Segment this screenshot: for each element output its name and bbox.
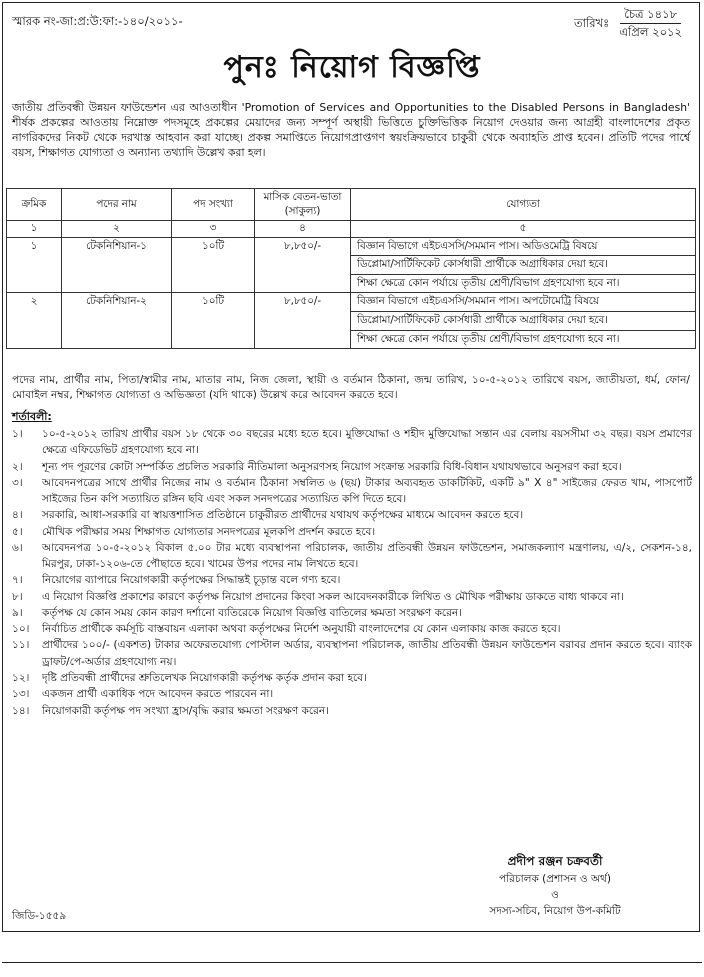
list-item: ৬। আবেদনপত্র ১০-৫-২০১২ বিকাল ৫.০০ টার মধ্যে ব্যবস্থাপনা পরিচালক, জাতীয় প্রতিবন্ধী উন্নয়ন ফাউন্ডেশন, সমাজকল্যাণ মন্ত্রণালয়, এ/২, সেকশন-১৪, মিরপুর, ঢাকা-১২০৬-তে পৌছাতে হবে। খামের উপর পদের নাম লিখতে হবে। <box>12 541 692 571</box>
date-label: তারিখঃ <box>573 16 610 31</box>
memo-number: স্মারক নং-জা:প্র:উ:ফা:-১৪০/২০১১- <box>12 14 183 28</box>
list-item: ১৩। একজন প্রার্থী একাধিক পদে আবেদন করতে পারবেন না। <box>12 688 274 701</box>
col-post: পদের নাম <box>62 189 172 221</box>
signatory-and: ও <box>551 888 559 901</box>
date-block <box>574 6 686 41</box>
row-qualification: বিজ্ঞান বিভাগে এইচএসসি/সমমান পাস। অডিওমেট্রি বিষয়ে ডিপ্লোমা/সার্টিফিকেট কোর্সধারী প্রার্থীকে অগ্রাধিকার দেয়া হবে। শিক্ষা ক্ষেত্রে কোন পর্যায়ে তৃতীয় শ্রেণী/বিভাগ গ্রহণযোগ্য হবে না। <box>351 237 696 293</box>
list-item: ৯। কর্তৃপক্ষ যে কোন সময় কোন কারণ দর্শানো ব্যতিরেকে নিয়োগ বিজ্ঞপ্তি বাতিলের ক্ষমতা সংরক্ষণ করেন। <box>12 606 462 619</box>
list-item: ৫। মৌখিক পরীক্ষার সময় শিক্ষাগত যোগ্যতার সনদপত্রের মূলকপি প্রদর্শন করতে হবে। <box>12 525 376 538</box>
list-item: ৮। এ নিয়োগ বিজ্ঞপ্তি প্রকাশের কারণে কর্তৃপক্ষ নিয়োগ প্রদানের কিংবা সকল আবেদনকারীকে লিখিত ও মৌখিক পরীক্ষায় ডাকতে বাধ্য থাকবে না। <box>12 590 624 603</box>
list-item: ১১। প্রার্থীদের ১০০/- (একশত) টাকার অফেরতযোগ্য পোস্টাল অর্ডার, ব্যবস্থাপনা পরিচালক, জাতীয় প্রতিবন্ধী উন্নয়ন ফাউন্ডেশন বরাবর প্রদান করতে হবে। ব্যাংক ড্রাফট/পে-অর্ডার গ্রহণযোগ্য নয়। <box>12 639 692 668</box>
row-post: টেকনিশিয়ান-২ <box>62 293 172 349</box>
apply-instructions: পদের নাম, প্রার্থীর নাম, পিতা/স্বামীর নাম, মাতার নাম, নিজ জেলা, স্থায়ী ও বর্তমান ঠিকানা, জন্ম তারিখ, ১০-৫-২০১২ তারিখে বয়স, জাতীয়তা, ধর্ম, ফোন/মোবাইল নম্বর, শিক্ষাগত যোগ্যতা ও অভিজ্ঞতা (যদি থাকে) উল্লেখ করে আবেদন করতে হবে। <box>12 374 690 401</box>
conditions-heading: শর্তাবলী: <box>12 410 52 423</box>
date-bangla: চৈত্র ১৪১৮ <box>620 6 681 24</box>
row-salary: ৮,৮৫০/- <box>255 293 351 349</box>
list-item: ৭। নিয়োগের ব্যাপারে নিয়োগকারী কর্তৃপক্ষের সিদ্ধান্তই চূড়ান্ত বলে গণ্য হবে। <box>12 574 341 587</box>
signature-block <box>450 852 660 919</box>
notice-title: পুনঃ নিয়োগ বিজ্ঞপ্তি <box>223 50 481 85</box>
signatory-designation: পরিচালক (প্রশাসন ও অর্থ) <box>499 872 611 885</box>
signatory-name: প্রদীপ রঞ্জন চক্রবর্তী <box>507 854 603 868</box>
table-header-row <box>7 189 696 221</box>
table-row <box>7 293 696 349</box>
signatory-designation-2: সদস্য-সচিব, নিয়োগ উপ-কমিটি <box>489 905 621 918</box>
row-qualification: বিজ্ঞান বিভাগে এইচএসসি/সমমান পাস। অপটোমেট্রি বিষয়ে ডিপ্লোমা/সার্টিফিকেট কোর্সধারী প্রার্থীকে অগ্রাধিকার দেয়া হবে। শিক্ষা ক্ষেত্রে কোন পর্যায়ে তৃতীয় শ্রেণী/বিভাগ গ্রহণযোগ্য হবে না। <box>351 293 696 349</box>
row-count: ১০টি <box>172 293 255 349</box>
gd-number: জিডি-১৫৫৯ <box>12 910 67 922</box>
col-count: পদ সংখ্যা <box>172 189 255 221</box>
row-serial: ২ <box>7 293 62 349</box>
list-item: ১। ১০-৫-২০১২ তারিখ প্রার্থীর বয়স ১৮ থেকে ৩০ বছরের মধ্যে হতে হবে। মুক্তিযোদ্ধা ও শহীদ মুক্তিযোদ্ধা সন্তান এর বেলায় বয়সসীমা ৩২ বছর। বয়স প্রমাণের ক্ষেত্রে এফিডেভিট গ্রহণযোগ্য হবে না। <box>12 428 692 457</box>
list-item: ১৪। নিয়োগকারী কর্তৃপক্ষ পদ সংখ্যা হ্রাস/বৃদ্ধি করার ক্ষমতা সংরক্ষণ করেন। <box>12 704 329 717</box>
jobs-table <box>6 188 696 349</box>
table-row <box>7 237 696 293</box>
list-item: ১০। নির্বাচিত প্রার্থীকে কর্মসূচি বাস্তবায়ন এলাকা অথবা কর্তৃপক্ষের নির্দেশ অনুযায়ী বাংলাদেশের যে কোন এলাকায় কাজ করতে হবে। <box>12 623 561 636</box>
row-salary: ৮,৮৫০/- <box>255 237 351 293</box>
date-english: এপ্রিল ২০১২ <box>619 25 682 40</box>
table-number-row: ১ ২ ৩ ৪ ৫ <box>7 221 696 238</box>
row-post: টেকনিশিয়ান-১ <box>62 237 172 293</box>
col-serial: ক্রমিক <box>7 189 62 221</box>
list-item: ৪। সরকারি, আধা-সরকারি বা স্বায়ত্তশাসিত প্রতিষ্ঠানে চাকুরীরত প্রার্থীদের যথাযথ কর্তৃপক্ষের মাধ্যমে আবেদন করতে হবে। <box>12 509 524 522</box>
next-notice-border <box>2 962 702 963</box>
list-item: ২। শূন্য পদ পূরণের কোটা সম্পর্কিত প্রচলিত সরকারি নীতিমালা অনুসরণসহ নিয়োগ সংক্রান্ত সরকারি বিধি-বিধান যথাযথভাবে অনুসরণ করা হবে। <box>12 460 622 473</box>
list-item: ৩। আবেদনপত্রের সাথে প্রার্থীর নিজের নাম ও বর্তমান ঠিকানা সম্বলিত ৬ (ছয়) টাকার অব্যবহৃত ডাকটিকিট, একটি ৯" X ৪" সাইজের ফেরত খাম, পাসপোর্ট সাইজের তিন কপি সত্যায়িত রঙ্গিন ছবি এবং সকল সনদপত্রের সত্যায়িত কপি দিতে হবে। <box>12 476 692 506</box>
col-salary: মাসিক বেতন-ভাতা (সাকুল্য) <box>255 189 351 221</box>
intro-paragraph: জাতীয় প্রতিবন্ধী উন্নয়ন ফাউন্ডেশন এর আওতাধীন 'Promotion of Services and Opportunities to the Disabled Persons in Bangladesh' শীর্ষক প্রকল্পের আওতায় নিম্নোক্ত পদসমূহে প্রকল্পের মেয়াদের জন্য সম্পূর্ণ অস্থায়ী ভিত্তিতে চুক্তিভিত্তিক নিয়োগ দেওয়ার জন্য আগ্রহী বাংলাদেশের প্রকৃত নাগরিকদের নিকট থেকে দরখাস্ত আহবান করা যাচ্ছে। প্রকল্প সমাপ্তিতে নিয়োগপ্রাপ্তগণ স্বয়ংক্রিয়ভাবে চাকুরী থেকে অব্যাহতি প্রাপ্ত হবেন। প্রতিটি পদের পার্শ্বে বয়স, শিক্ষাগত যোগ্যতা ও অন্যান্য তথ্যাদি উল্লেখ করা হল। <box>12 101 690 159</box>
row-count: ১০টি <box>172 237 255 293</box>
list-item: ১২। দৃষ্টি প্রতিবন্ধী প্রার্থীদের শ্রুতিলেখক নিয়োগকারী কর্তৃপক্ষ কর্তৃক প্রদান করা হবে। <box>12 671 367 684</box>
col-qualification: যোগ্যতা <box>351 189 696 221</box>
conditions-list <box>12 426 692 719</box>
row-serial: ১ <box>7 237 62 293</box>
